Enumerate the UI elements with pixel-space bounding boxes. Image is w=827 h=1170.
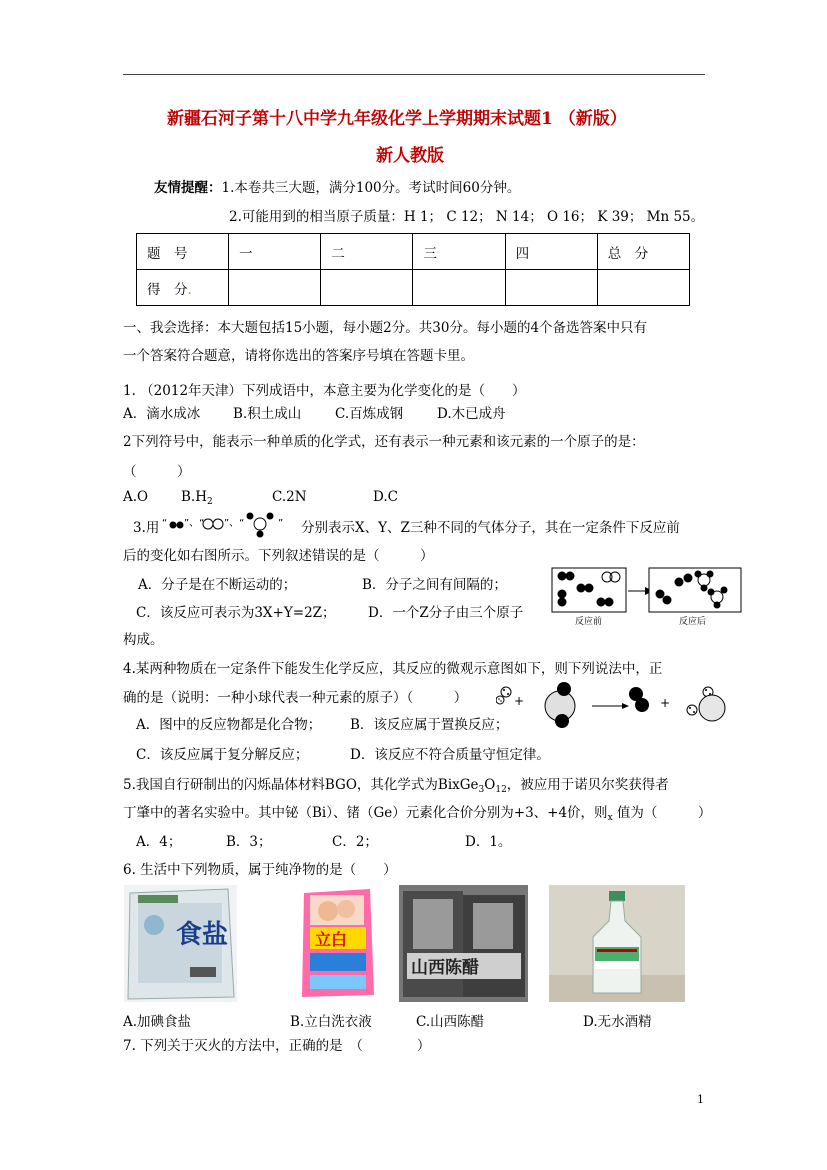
q6-option-c: C.山西陈醋 bbox=[416, 1014, 485, 1030]
plus-sign: + bbox=[514, 694, 525, 708]
score-input-cell[interactable] bbox=[229, 270, 321, 306]
reaction-diagram-q4 bbox=[496, 680, 746, 730]
notice-line-1 bbox=[154, 176, 520, 196]
notice-line-2: 2.可能用到的相当原子质量：H 1； C 12； N 14； O 16； K 39； Mn 55。 bbox=[229, 209, 705, 225]
q3-option-d: D．一个Z分子由三个原子 bbox=[368, 605, 524, 621]
q5-option-a: A．4； bbox=[136, 834, 182, 850]
score-input-cell[interactable] bbox=[505, 270, 597, 306]
q3-option-c: C．该反应可表示为3X+Y=2Z； bbox=[136, 605, 336, 621]
score-input-cell[interactable] bbox=[321, 270, 413, 306]
q4-line-1: 4.某两种物质在一定条件下能发生化学反应，其反应的微观示意图如下，则下列说法中，正 bbox=[123, 661, 663, 677]
q6-option-a: A.加碘食盐 bbox=[123, 1014, 192, 1030]
page-title: 新疆石河子第十八中学九年级化学上学期期末试题1 （新版） bbox=[167, 109, 627, 129]
q1-stem: 1. （2012年天津）下列成语中，本意主要为化学变化的是（ ） bbox=[123, 383, 526, 399]
score-input-cell[interactable] bbox=[597, 270, 689, 306]
score-label: 得 分 bbox=[147, 281, 188, 298]
q5-sub-1: 3 bbox=[478, 785, 485, 795]
q3-line-2: 后的变化如右图所示。下列叙述错误的是（ ） bbox=[123, 548, 434, 564]
q2-option-b-sub: 2 bbox=[207, 497, 213, 507]
q6-stem: 6. 生活中下列物质，属于纯净物的是（ ） bbox=[123, 862, 397, 878]
reaction-diagram-q3 bbox=[549, 566, 744, 628]
q2-option-a: A.O bbox=[123, 489, 149, 505]
q2-option-d: D.C bbox=[373, 489, 398, 505]
header-rule bbox=[123, 74, 705, 75]
q5-option-b: B．3； bbox=[226, 834, 272, 850]
q4-option-b: B．该反应属于置换反应； bbox=[350, 717, 509, 733]
plus-sign: + bbox=[660, 696, 671, 710]
vinegar-bags-photo bbox=[399, 885, 528, 1002]
q3-option-b: B．分子之间有间隔的； bbox=[362, 577, 507, 593]
q5-x: x bbox=[607, 813, 613, 823]
q6-option-b: B.立白洗衣液 bbox=[290, 1014, 372, 1030]
q4-option-d: D．该反应不符合质量守恒定律。 bbox=[350, 747, 550, 763]
q2-stem: 2下列符号中，能表示一种单质的化学式，还有表示一种元素和该元素的一个原子的是： bbox=[123, 434, 645, 450]
svg-text:”: ” bbox=[278, 518, 284, 529]
table-row bbox=[137, 234, 690, 270]
detergent-label: 立白 bbox=[315, 930, 348, 949]
q3-text: 分别表示X、Y、Z三种不同的气体分子，其在一定条件下反应前 bbox=[301, 520, 680, 536]
table-cell bbox=[137, 270, 229, 306]
page-subtitle: 新人教版 bbox=[376, 146, 444, 166]
score-input-cell[interactable] bbox=[413, 270, 505, 306]
table-cell: 二 bbox=[321, 234, 413, 270]
alcohol-bottle-photo bbox=[549, 885, 685, 1002]
q2-option-c: C.2N bbox=[272, 489, 307, 505]
q5-line-1 bbox=[123, 773, 669, 795]
table-mark: . bbox=[187, 281, 192, 298]
page-number: 1 bbox=[697, 1093, 704, 1106]
table-cell: 题 号 bbox=[137, 234, 229, 270]
salt-bag-label: 食盐 bbox=[176, 920, 229, 950]
svg-text:”、“: ”、“ bbox=[184, 518, 205, 529]
q2-option-b-text: B.H bbox=[181, 489, 207, 505]
table-row bbox=[137, 270, 690, 306]
q4-option-a: A．图中的反应物都是化合物； bbox=[136, 717, 322, 733]
vinegar-label: 山西陈醋 bbox=[411, 958, 479, 978]
q2-option-b bbox=[181, 489, 213, 507]
q1-option-d: D.木已成舟 bbox=[437, 406, 506, 422]
table-cell: 总 分 bbox=[597, 234, 689, 270]
score-table bbox=[136, 233, 690, 306]
q1-option-c: C.百炼成钢 bbox=[335, 406, 404, 422]
q1-option-b: B.积土成山 bbox=[233, 406, 302, 422]
q1-option-a: A．滴水成冰 bbox=[123, 406, 201, 422]
section1-line-1: 一、我会选择：本大题包括15小题，每小题2分。共30分。每小题的4个备选答案中只有 bbox=[123, 320, 648, 336]
q5-line-2 bbox=[123, 801, 711, 823]
q3-prefix: 3.用 bbox=[133, 520, 160, 536]
section1-line-2: 一个答案符合题意，请将你选出的答案序号填在答题卡里。 bbox=[123, 348, 474, 364]
table-cell: 一 bbox=[229, 234, 321, 270]
q5-sub-2: 12 bbox=[495, 785, 507, 795]
q7-stem: 7. 下列关于灭火的方法中，正确的是 （ ） bbox=[123, 1038, 431, 1054]
q4-option-c: C．该反应属于复分解反应； bbox=[136, 747, 309, 763]
fig-label-after: 反应后 bbox=[679, 617, 707, 627]
svg-text:”、“: ”、“ bbox=[224, 518, 245, 529]
q5-text-b: O bbox=[484, 777, 496, 793]
q5-text-a: 5.我国自行研制出的闪烁晶体材料BGO，其化学式为BixGe bbox=[123, 777, 479, 793]
table-cell: 三 bbox=[413, 234, 505, 270]
q5-text-d: 丁肇中的著名实验中。其中铋（Bi）、锗（Ge）元素化合价分别为+3、+4价，则 bbox=[123, 805, 608, 821]
notice-text-1: 1.本卷共三大题，满分100分。考试时间60分钟。 bbox=[221, 180, 521, 196]
salt-bag-photo bbox=[124, 885, 237, 1002]
fig-label-before: 反应前 bbox=[575, 617, 603, 627]
svg-text:“: “ bbox=[162, 518, 168, 529]
q2-paren: （ ） bbox=[123, 464, 191, 480]
detergent-bag-photo bbox=[296, 885, 378, 1002]
notice-label: 友情提醒： bbox=[154, 180, 222, 196]
q5-text-c: ，被应用于诺贝尔奖获得者 bbox=[506, 777, 669, 793]
q5-option-c: C．2； bbox=[332, 834, 378, 850]
q3-line-end: 构成。 bbox=[123, 632, 164, 648]
q6-option-d: D.无水酒精 bbox=[583, 1014, 652, 1030]
table-cell: 四 bbox=[505, 234, 597, 270]
q5-option-d: D．1。 bbox=[465, 834, 512, 850]
q4-line-2: 确的是（说明：一种小球代表一种元素的原子）（ ） bbox=[123, 690, 468, 706]
molecule-legend-icon bbox=[162, 510, 292, 540]
q3-option-a: A．分子是在不断运动的； bbox=[138, 577, 297, 593]
q5-text-e: 值为（ ） bbox=[612, 805, 712, 821]
